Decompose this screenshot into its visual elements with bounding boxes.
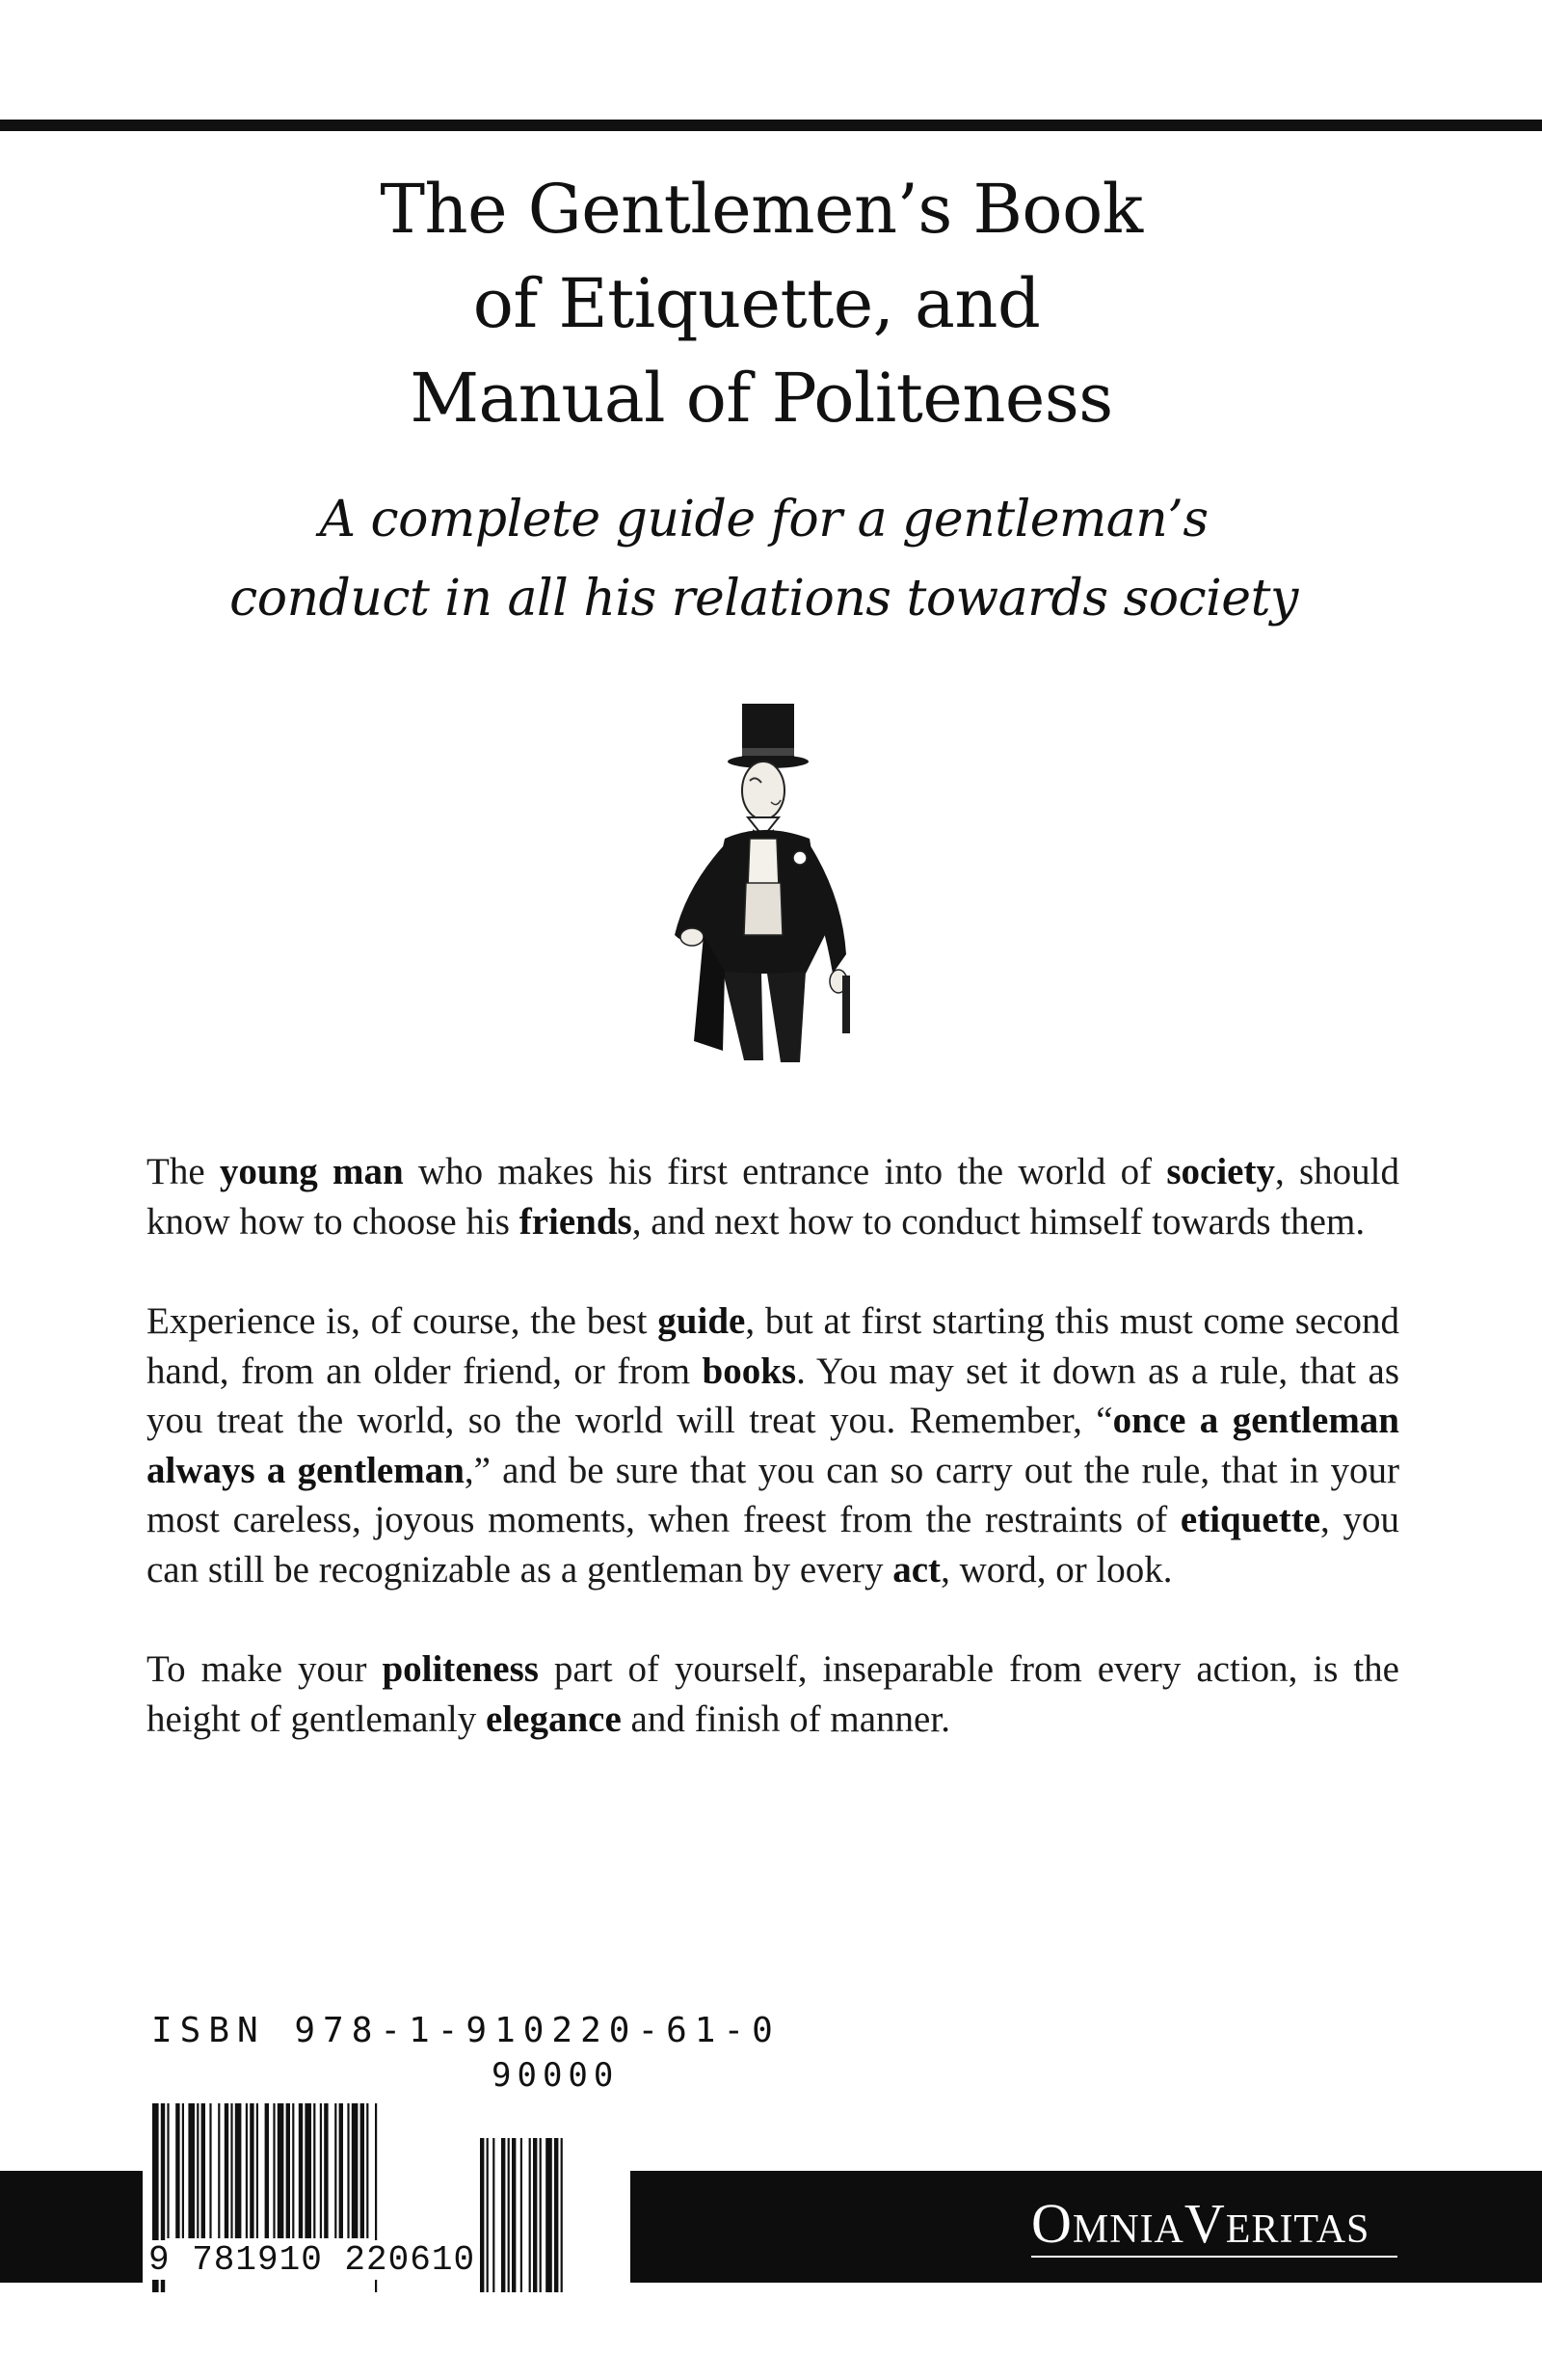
bold-run: elegance <box>486 1698 622 1740</box>
barcode-bar <box>292 2103 294 2238</box>
addon-bar <box>545 2138 552 2292</box>
barcode-bar <box>250 2103 253 2238</box>
title-line-2: of Etiquette, and <box>472 264 1041 343</box>
bold-run: once a gentleman always a gentleman <box>146 1400 1399 1491</box>
text-run: , word, or look. <box>941 1548 1173 1591</box>
barcode-bar <box>347 2103 349 2238</box>
barcode-bar <box>256 2103 258 2238</box>
bold-run: guide <box>657 1300 746 1342</box>
bold-run: act <box>892 1548 942 1591</box>
isbn-label: ISBN 978-1-910220-61-0 <box>151 2011 781 2050</box>
barcode-bar <box>273 2103 275 2238</box>
book-subtitle <box>0 480 1542 638</box>
bold-run: politeness <box>382 1648 539 1690</box>
logo-initial-o: O <box>1031 2192 1073 2255</box>
text-run: To make your <box>146 1648 383 1690</box>
gentleman-top-hat-illustration <box>636 694 906 1080</box>
right-leg <box>767 972 806 1062</box>
barcode-bar <box>230 2103 232 2238</box>
barcode-bar <box>324 2103 328 2238</box>
blurb-text <box>146 1147 1399 1794</box>
barcode-bar <box>305 2103 311 2238</box>
waistcoat <box>744 883 783 935</box>
bold-run: young man <box>219 1151 404 1192</box>
barcode-bar <box>286 2103 290 2238</box>
barcode-bar <box>182 2103 184 2238</box>
text-run: ,” and be sure that you can so carry out the rule, that in your most careless, joyous moments, when freest from the restraints of <box>146 1449 1399 1540</box>
boutonniere <box>793 851 807 865</box>
top-rule <box>0 120 1542 131</box>
left-hand <box>680 928 704 946</box>
title-line-1: The Gentlemen’s Book <box>380 170 1143 249</box>
book-title <box>0 162 1542 445</box>
left-leg <box>723 972 763 1060</box>
text-run: , should know how to choose his <box>146 1151 1399 1243</box>
text-run: , you can still be recognizable as a gentleman by every <box>146 1499 1399 1591</box>
title-line-3: Manual of Politeness <box>410 359 1113 438</box>
barcode-bar <box>352 2103 359 2238</box>
barcode-bar <box>235 2103 242 2238</box>
bold-run: society <box>1166 1151 1275 1192</box>
addon-bar <box>487 2138 489 2292</box>
addon-bar <box>512 2138 516 2292</box>
logo-word-eritas: ERITAS <box>1225 2207 1370 2252</box>
barcode-bar <box>334 2103 336 2238</box>
addon-bar <box>529 2138 531 2292</box>
addon-bar <box>492 2138 494 2292</box>
barcode-bar <box>225 2103 228 2238</box>
barcode-bar <box>218 2103 220 2238</box>
subtitle-line-2: conduct in all his relations towards society <box>229 570 1298 628</box>
barcode-bar <box>175 2103 179 2238</box>
barcode-bar <box>339 2103 343 2238</box>
logo-initial-v: V <box>1183 2192 1226 2255</box>
bottom-band-left <box>0 2171 145 2283</box>
logo-underline <box>1031 2256 1397 2258</box>
text-run: The <box>146 1151 220 1192</box>
barcode-bar <box>188 2103 195 2238</box>
bold-run: friends <box>518 1200 632 1243</box>
barcode-bar <box>278 2103 284 2238</box>
publisher-logo <box>1031 2190 1417 2258</box>
addon-bar <box>508 2138 510 2292</box>
barcode-digits: 9 781910 220610 <box>148 2240 476 2280</box>
blurb-paragraph-3 <box>146 1645 1399 1744</box>
addon-bar <box>540 2138 542 2292</box>
addon-bar <box>561 2138 563 2292</box>
barcode-bar <box>360 2103 364 2238</box>
barcode-bar <box>320 2103 322 2238</box>
head <box>742 762 784 819</box>
barcode-bar <box>299 2103 303 2238</box>
barcode-bar <box>197 2103 199 2238</box>
text-run: who makes his first entrance into the world of <box>403 1151 1167 1192</box>
addon-bar <box>501 2138 505 2292</box>
text-run: , and next how to conduct himself towards them. <box>631 1200 1366 1243</box>
barcode-bar <box>167 2103 169 2238</box>
text-run: Experience is, of course, the best <box>146 1300 658 1342</box>
barcode-bar <box>201 2103 205 2238</box>
barcode-bar <box>265 2103 269 2238</box>
text-run: and finish of manner. <box>621 1698 950 1740</box>
blurb-paragraph-1 <box>146 1147 1399 1246</box>
barcode-bar <box>209 2103 211 2238</box>
blurb-paragraph-2 <box>146 1297 1399 1594</box>
addon-bar <box>520 2138 522 2292</box>
barcode-bar <box>366 2103 368 2238</box>
hat-band <box>742 748 794 756</box>
barcode-bar <box>313 2103 315 2238</box>
addon-bar <box>554 2138 558 2292</box>
price-addon-number: 90000 <box>492 2056 620 2095</box>
cane <box>842 976 850 1033</box>
text-run: . You may set it down as a rule, that as you treat the world, so the world will treat you. Remember, “ <box>146 1350 1399 1441</box>
addon-bar <box>480 2138 484 2292</box>
text-run: part of yourself, inseparable from every action, is the height of gentlemanly <box>146 1648 1399 1740</box>
barcode-bar <box>246 2103 248 2238</box>
addon-bar <box>533 2138 537 2292</box>
subtitle-line-1: A complete guide for a gentleman’s <box>319 491 1209 548</box>
text-run: , but at first starting this must come second hand, from an older friend, or from <box>146 1300 1400 1392</box>
bold-run: books <box>702 1350 797 1392</box>
logo-word-mnia: MNIA <box>1072 2207 1184 2252</box>
bold-run: etiquette <box>1180 1499 1321 1540</box>
